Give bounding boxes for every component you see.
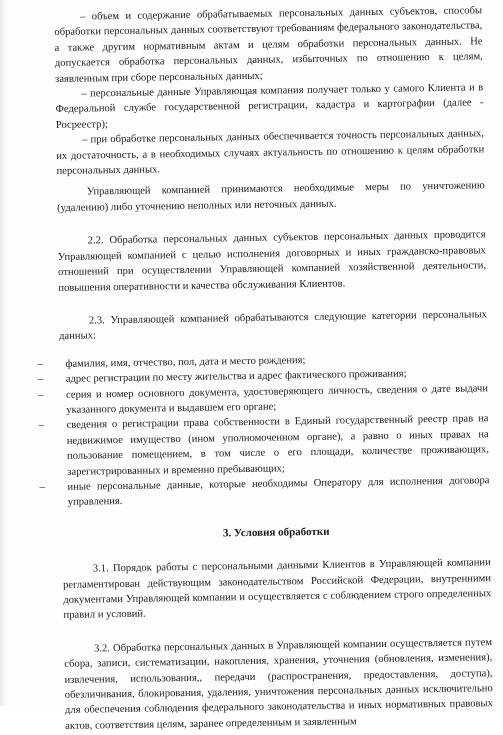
list-dash-mark: – <box>38 420 44 432</box>
list-item-text: серия и номер основного документа, удостоверяющего личность, сведения о дате выдачи указанного документа и выдавшем его органе; <box>65 382 489 416</box>
list-item-text: сведения о регистрации права собственности в Единый государственный реестр прав на недвижимое имущество (ином уполномоченном органе), а равно о иных правах на пользование помещением, в том числе о его площади, количестве проживающих, зарегистрированных и временно пребывающих; <box>66 413 490 478</box>
paragraph-3-1: 3.1. Порядок работы с персональными данными Клиентов в Управляющей компании регламентирован действующим законодательством Российской Федерации, внутренними документами Управляющей компании и осуществляется с соблюдением строго определенных правил и условий. <box>62 557 492 622</box>
list-dash-mark: – <box>37 358 43 371</box>
document-body <box>37 3 494 734</box>
paragraph-data-source: – персональные данные Управляющая компания получает только у самого Клиента и в Федеральной службе государственной регистрации, кадастра и картографии (далее - Росреестр); <box>55 82 484 131</box>
paragraph-2-3: 2.3. Управляющей компанией обрабатываются следующие категории персональных данных: <box>59 309 487 343</box>
list-item-text: фамилия, имя, отчество, пол, дата и место рождения; <box>65 354 306 370</box>
paragraph-3-2: 3.2. Обработка персональных данных в Управляющей компании осуществляется путем сбора, записи, систематизации, накопления, хранения, уточнения (обновления, изменения), извлечения, использования,, передачи (распространения, предоставления, доступа), обезличивания, блокирования, удаления, уничтожения персональных данных исключительно для обеспечения соблюдения федерального законодательства и иных нормативных правовых актов, соответствия целям, заранее определенным и заявленным <box>64 637 494 732</box>
list-item-text: адрес регистрации по месту жительства и адрес фактического проживания; <box>65 368 407 385</box>
paragraph-data-accuracy: – при обработке персональных данных обеспечивается точность персональных данных, их достаточность, а в необходимых случаях актуальность по отношению к целям обработки персональных данных. <box>56 128 485 178</box>
scan-edge-shadow <box>0 0 6 706</box>
list-dash-mark: – <box>39 482 45 494</box>
data-categories-list <box>37 350 490 511</box>
paragraph-2-2: 2.2. Обработка персональных данных субъектов персональных данных проводится Управляющей компанией с целью исполнения договорных и иных гражданско-правовых отношений при осуществлении Управляющей компанией хозяйственной деятельности, повышения оперативности и качества обслуживания Клиентов. <box>57 229 487 294</box>
list-dash-mark: – <box>37 374 44 386</box>
list-item <box>38 412 489 481</box>
paragraph-volume-content: – объем и содержание обрабатываемых персональных данных субъектов, способы обработки персональных данных соответствуют требованиям федерального законодательства, а также другим нормативным актам и целям обработки персональных данных. Не допускается обработка персональных данных, избыточных по отношению к целям, заявленным при сборе персональных данных; <box>54 5 483 85</box>
paragraph-deletion-measures: Управляющей компанией принимаются необходимые меры по уничтожению (удалению) либо уточнению неполных или неточных данных. <box>57 180 485 214</box>
section-heading: 3. Условия обработки <box>222 525 330 540</box>
list-item-text: иные персональные данные, которые необходимы Оператору для исполнения договора управления. <box>67 475 490 509</box>
list-dash-mark: – <box>37 389 44 401</box>
